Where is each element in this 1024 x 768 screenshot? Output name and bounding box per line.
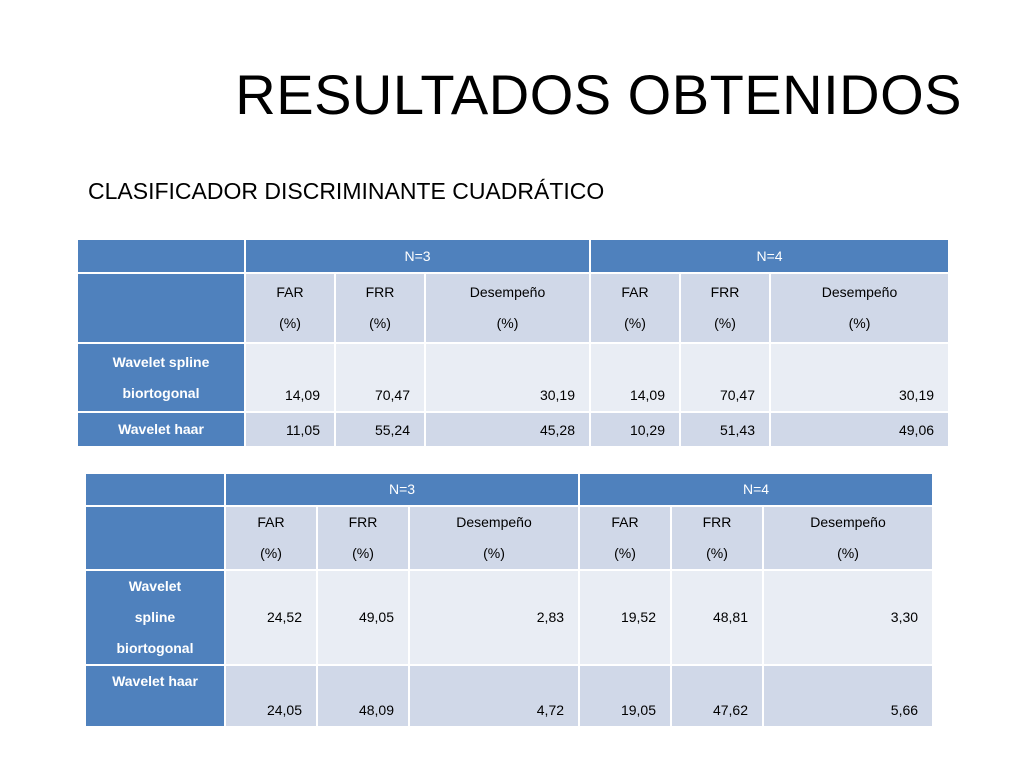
table-cell: 49,06 [770,412,949,447]
table-cell: 3,30 [763,570,933,665]
header-corner [77,273,245,343]
table-cell: 19,05 [579,665,671,727]
table-cell: 30,19 [770,343,949,412]
row-label: Wavelet spline biortogonal [77,343,245,412]
group-header: N=4 [590,239,949,273]
table-cell: 2,83 [409,570,579,665]
column-header: FRR (%) [317,506,409,570]
results-table-2 [84,472,934,728]
row-label: Wavelet haar [77,412,245,447]
results-table-1 [76,238,950,448]
column-header: Desempeño (%) [763,506,933,570]
group-header: N=4 [579,473,933,506]
column-header: FAR (%) [225,506,317,570]
table-cell: 51,43 [680,412,770,447]
slide-title: RESULTADOS OBTENIDOS [235,63,962,126]
table-row [77,343,949,412]
column-header: Desempeño (%) [409,506,579,570]
group-header: N=3 [245,239,590,273]
table-cell: 70,47 [335,343,425,412]
column-header: FRR (%) [335,273,425,343]
column-header: Desempeño (%) [770,273,949,343]
table-cell: 49,05 [317,570,409,665]
table-row [85,665,933,727]
column-header: FRR (%) [671,506,763,570]
column-header: FRR (%) [680,273,770,343]
table-cell: 5,66 [763,665,933,727]
column-header: Desempeño (%) [425,273,590,343]
row-label: Wavelet haar [85,665,225,727]
table-cell: 45,28 [425,412,590,447]
table-cell: 24,52 [225,570,317,665]
table-cell: 10,29 [590,412,680,447]
table-row [85,570,933,665]
table-cell: 4,72 [409,665,579,727]
table-cell: 14,09 [590,343,680,412]
table-cell: 55,24 [335,412,425,447]
column-header: FAR (%) [590,273,680,343]
table-cell: 47,62 [671,665,763,727]
slide-subtitle: CLASIFICADOR DISCRIMINANTE CUADRÁTICO [88,178,605,204]
row-label: Wavelet spline biortogonal [85,570,225,665]
table-cell: 24,05 [225,665,317,727]
table-row [77,412,949,447]
table-cell: 30,19 [425,343,590,412]
group-header: N=3 [225,473,579,506]
header-corner [77,239,245,273]
table-cell: 14,09 [245,343,335,412]
table-cell: 48,09 [317,665,409,727]
header-corner [85,506,225,570]
column-header: FAR (%) [245,273,335,343]
table-cell: 19,52 [579,570,671,665]
table-cell: 48,81 [671,570,763,665]
table-cell: 11,05 [245,412,335,447]
table-cell: 70,47 [680,343,770,412]
header-corner [85,473,225,506]
column-header: FAR (%) [579,506,671,570]
